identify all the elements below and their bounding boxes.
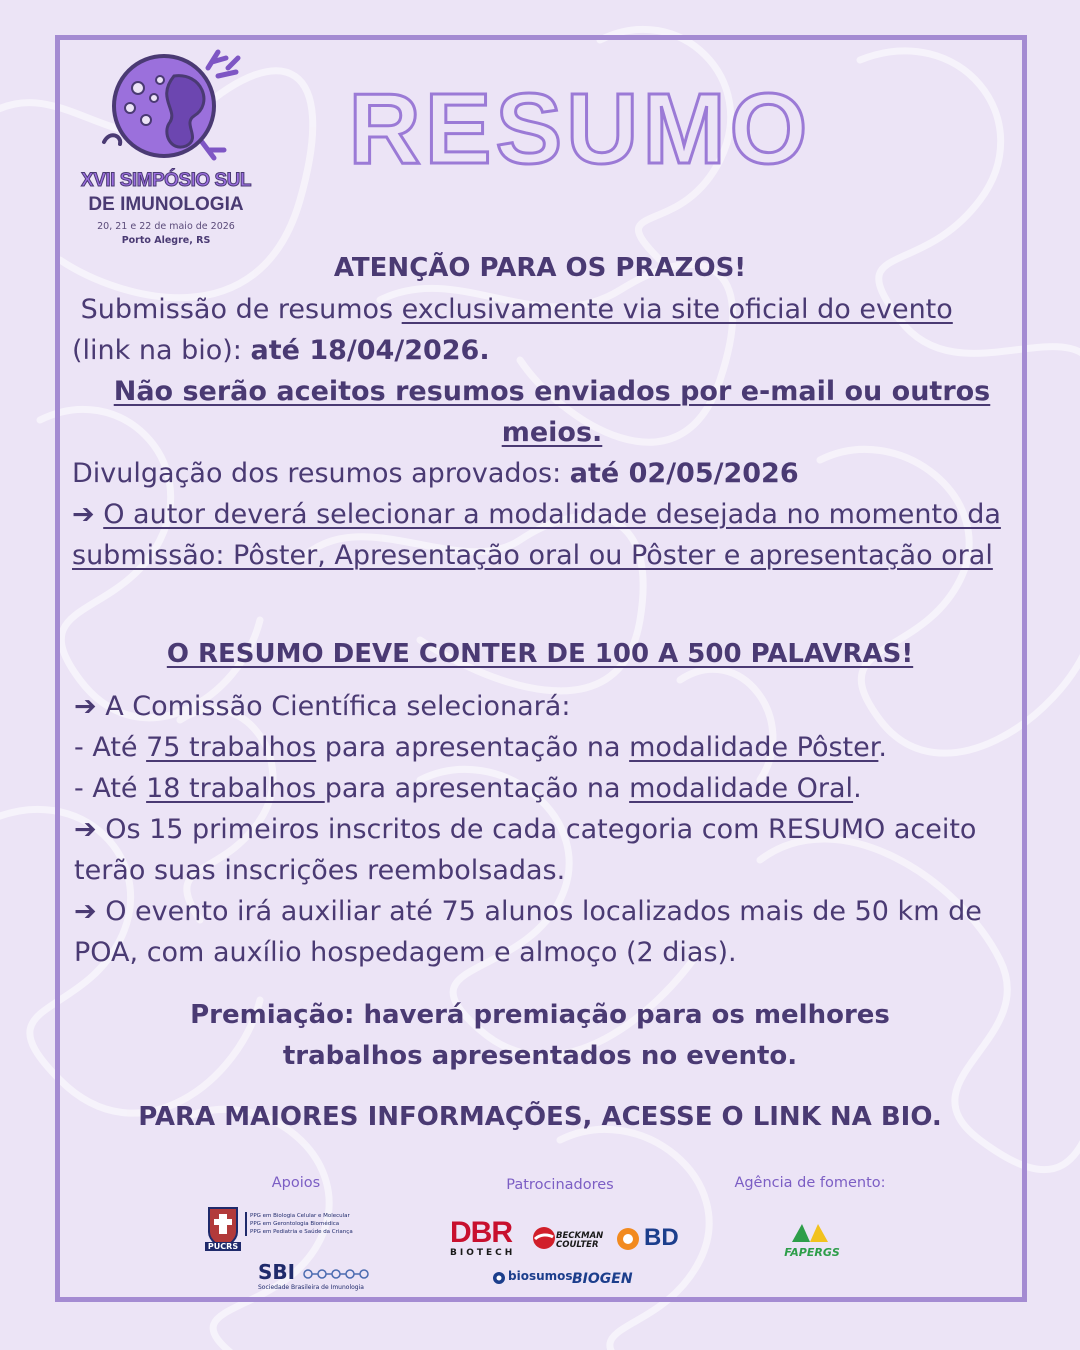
more-info-heading: PARA MAIORES INFORMAÇÕES, ACESSE O LINK NA BIO. [138, 1102, 942, 1132]
dbr-logo [450, 1218, 526, 1258]
oral-pre: - Até [74, 773, 147, 804]
bd-name: BD [644, 1224, 679, 1251]
support-label: Apoios [271, 1175, 321, 1191]
official-site-link-text: exclusivamente via site oficial do evento [401, 294, 953, 325]
biosumos-logo [492, 1268, 573, 1290]
oral-mode: modalidade Oral [629, 773, 854, 804]
page-title: RESUMO [348, 73, 812, 185]
biogen-logo [572, 1268, 646, 1290]
event-logo [76, 46, 266, 256]
dbr-name: DBR [450, 1216, 512, 1249]
logo-title-line2: DE IMUNOLOGIA [88, 194, 244, 215]
logo-dates: 20, 21 e 22 de maio de 2026 [97, 221, 235, 232]
bd-sun-icon [616, 1227, 640, 1251]
oral-mid: para apresentação na [324, 773, 630, 804]
word-limit-heading: O RESUMO DEVE CONTER DE 100 A 500 PALAVRAS! [166, 639, 914, 669]
sbi-molecule-icon [302, 1264, 374, 1284]
beckman-coulter-logo [532, 1224, 610, 1258]
biosumos-dot-icon [492, 1271, 506, 1285]
modality-text [72, 494, 1012, 576]
submission-text [72, 289, 1032, 371]
poster-pre: - Até [74, 732, 147, 763]
biosumos-name: biosumos [508, 1269, 573, 1283]
attention-heading: ATENÇÃO PARA OS PRAZOS! [333, 253, 747, 283]
sbi-full-name: Sociedade Brasileira de Imunologia [258, 1284, 364, 1291]
modality-arrow: ➔ [72, 499, 104, 530]
email-warning: Não serão aceitos resumos enviados por e-mail ou outros meios. [113, 376, 991, 448]
poster-count: 75 trabalhos [146, 732, 317, 763]
sbi-logo [256, 1260, 376, 1298]
award-info: Premiação: haverá premiação para os melhores trabalhos apresentados no evento. [190, 1000, 890, 1071]
logo-title-line1: XVII SIMPÓSIO SUL [81, 170, 251, 191]
fapergs-logo [772, 1222, 852, 1272]
poster-end: . [878, 732, 887, 763]
fapergs-name: FAPERGS [784, 1246, 840, 1259]
oral-end: . [853, 773, 862, 804]
pucrs-name: PUCRS [205, 1242, 241, 1251]
pucrs-programs [245, 1212, 378, 1236]
modality-instructions: O autor deverá selecionar a modalidade desejada no momento da submissão: Pôster, Apresentação oral ou Pôster e apresentação oral [72, 499, 1001, 571]
oral-count: 18 trabalhos [146, 773, 325, 804]
bd-logo [616, 1224, 684, 1254]
beckman-line2: COULTER [556, 1240, 599, 1250]
pucrs-program-2: PPG em Gerontologia Biomédica [250, 1221, 340, 1227]
poster-selection [74, 727, 1019, 768]
beckman-swoosh-icon [532, 1226, 556, 1250]
selection-intro: ➔ A Comissão Científica selecionará: [74, 691, 571, 722]
selection-section [74, 686, 1019, 973]
submission-post: (link na bio): [72, 335, 251, 366]
pucrs-logo [205, 1202, 375, 1258]
pucrs-program-1: PPG em Biologia Celular e Molecular [250, 1213, 350, 1219]
refund-info: ➔ Os 15 primeiros inscritos de cada categoria com RESUMO aceito terão suas inscrições reembolsadas. [74, 814, 977, 886]
logo-location: Porto Alegre, RS [121, 235, 211, 246]
travel-aid-info: ➔ O evento irá auxiliar até 75 alunos localizados mais de 50 km de POA, com auxílio hospedagem e almoço (2 dias). [74, 896, 982, 968]
sbi-name: SBI [258, 1260, 296, 1284]
pucrs-program-3: PPG em Pediatria e Saúde da Criança [250, 1229, 353, 1235]
immune-cell-icon [90, 46, 250, 166]
submission-pre: Submissão de resumos [80, 294, 402, 325]
dbr-sub: BIOTECH [450, 1248, 516, 1258]
fapergs-leaf-icon [790, 1222, 830, 1244]
poster-mode: modalidade Pôster [629, 732, 879, 763]
biogen-name: BIOGEN [572, 1271, 633, 1287]
poster-mid: para apresentação na [316, 732, 630, 763]
beckman-text [556, 1232, 603, 1250]
disclosure-label: Divulgação dos resumos aprovados: [72, 458, 570, 489]
disclosure-date: até 02/05/2026 [569, 458, 799, 489]
sponsors-label: Patrocinadores [506, 1177, 614, 1193]
disclosure-text [72, 453, 1012, 494]
submission-deadline: até 18/04/2026. [250, 335, 490, 366]
oral-selection [74, 768, 1019, 809]
agency-label: Agência de fomento: [734, 1175, 886, 1191]
beckman-line1: BECKMAN [556, 1231, 604, 1241]
